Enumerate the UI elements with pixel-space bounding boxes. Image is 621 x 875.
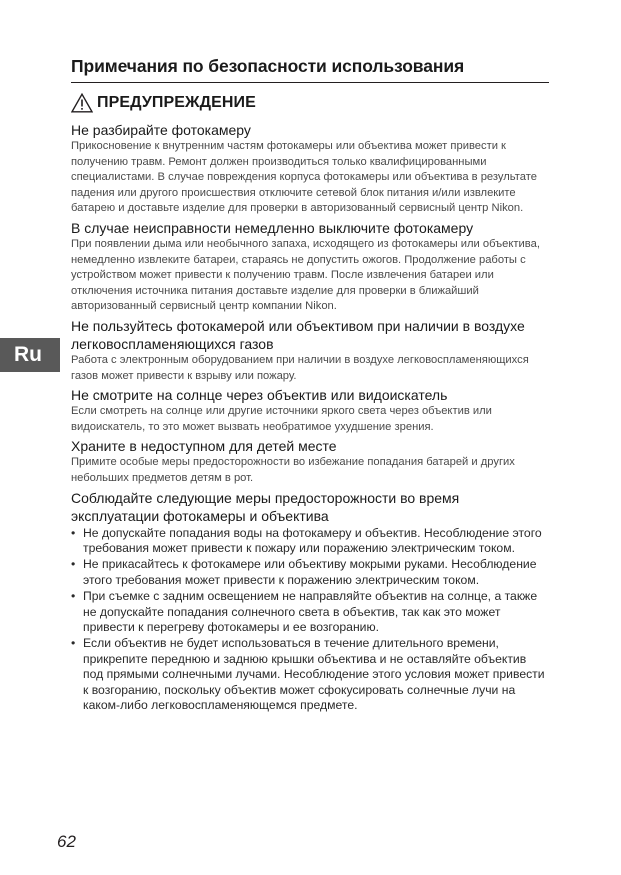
section-body: Работа с электронным оборудованием при наличии в воздухе легковоспламеняющихся газов может привести к взрыву или пожару.	[71, 353, 529, 382]
page-title: Примечания по безопасности использования	[71, 56, 465, 76]
section-heading: В случае неисправности немедленно выключите фотокамеру	[71, 219, 474, 236]
list-item-text: Не допускайте попадания воды на фотокамеру и объектив. Несоблюдение этого требования может привести к пожару или поражению электрическим током.	[83, 525, 542, 555]
safety-content	[71, 121, 549, 714]
section-sun	[71, 386, 549, 435]
page-number: 62	[57, 832, 76, 851]
warning-triangle-icon	[71, 93, 93, 113]
precautions-list	[71, 526, 549, 714]
section-heading: Соблюдайте следующие меры предосторожности во время эксплуатации фотокамеры и объектива	[71, 489, 460, 524]
section-body: Прикосновение к внутренним частям фотокамеры или объектива может привести к получению травм. Ремонт должен производиться только квалифицированными специалистами. В случае повреждения корпуса фотокамеры или объектива в результате падения или другого происшествия отключите сетевой блок питания и/или извлеките батарею и доставьте изделие для проверки в авторизованный сервисный центр Nikon.	[71, 140, 537, 215]
section-malfunction	[71, 219, 549, 315]
section-children	[71, 437, 549, 486]
list-item	[71, 589, 549, 635]
section-heading: Не пользуйтесь фотокамерой или объективом при наличии в воздухе легковоспламеняющихся газов	[71, 317, 525, 352]
section-precautions	[71, 489, 549, 714]
section-body: При появлении дыма или необычного запаха, исходящего из фотокамеры или объектива, немедленно извлеките батареи, стараясь не допустить ожогов. Продолжение работы с устройством может привести к получению травм. После извлечения батареи или отключения источника питания доставьте изделие для проверки в ближайший авторизованный сервисный центр компании Nikon.	[71, 237, 540, 313]
bullet-icon: •	[71, 636, 76, 651]
section-heading: Не разбирайте фотокамеру	[71, 122, 251, 138]
warning-label: ПРЕДУПРЕЖДЕНИЕ	[97, 94, 256, 111]
list-item-text: Не прикасайтесь к фотокамере или объективу мокрыми руками. Несоблюдение этого требования может привести к поражению электрическим током.	[83, 557, 537, 587]
language-tab: Ru	[0, 338, 60, 372]
warning-header	[71, 93, 256, 113]
list-item	[71, 526, 549, 557]
list-item-text: Если объектив не будет использоваться в течение длительного времени, прикрепите переднюю и заднюю крышки объектива и не оставляйте объектив под прямыми солнечными лучами. Несоблюдение этого условия может привести к возгоранию, поскольку объектив может сфокусировать солнечные лучи на каком-либо легковоспламеняющемся предмете.	[83, 636, 545, 712]
list-item	[71, 557, 549, 588]
section-heading: Храните в недоступном для детей месте	[71, 438, 337, 455]
list-item-text: При съемке с задним освещением не направляйте объектив на солнце, а также не допускайте попадания солнечного света в объектив, так как это может привести к перегреву фотокамеры и ее возгоранию.	[83, 589, 538, 634]
title-divider	[71, 82, 549, 83]
section-disassembly	[71, 121, 549, 217]
section-body: Если смотреть на солнце или другие источники яркого света через объектив или видоискатель, то это может вызвать необратимое ухудшение зрения.	[71, 405, 492, 433]
bullet-icon: •	[71, 525, 76, 540]
bullet-icon: •	[71, 557, 76, 572]
section-flammable-gas	[71, 317, 549, 384]
section-heading: Не смотрите на солнце через объектив или видоискатель	[71, 387, 448, 404]
section-body: Примите особые меры предосторожности во избежание попадания батарей и других небольших предметов детям в рот.	[71, 456, 515, 484]
bullet-icon: •	[71, 589, 76, 604]
list-item	[71, 636, 549, 713]
